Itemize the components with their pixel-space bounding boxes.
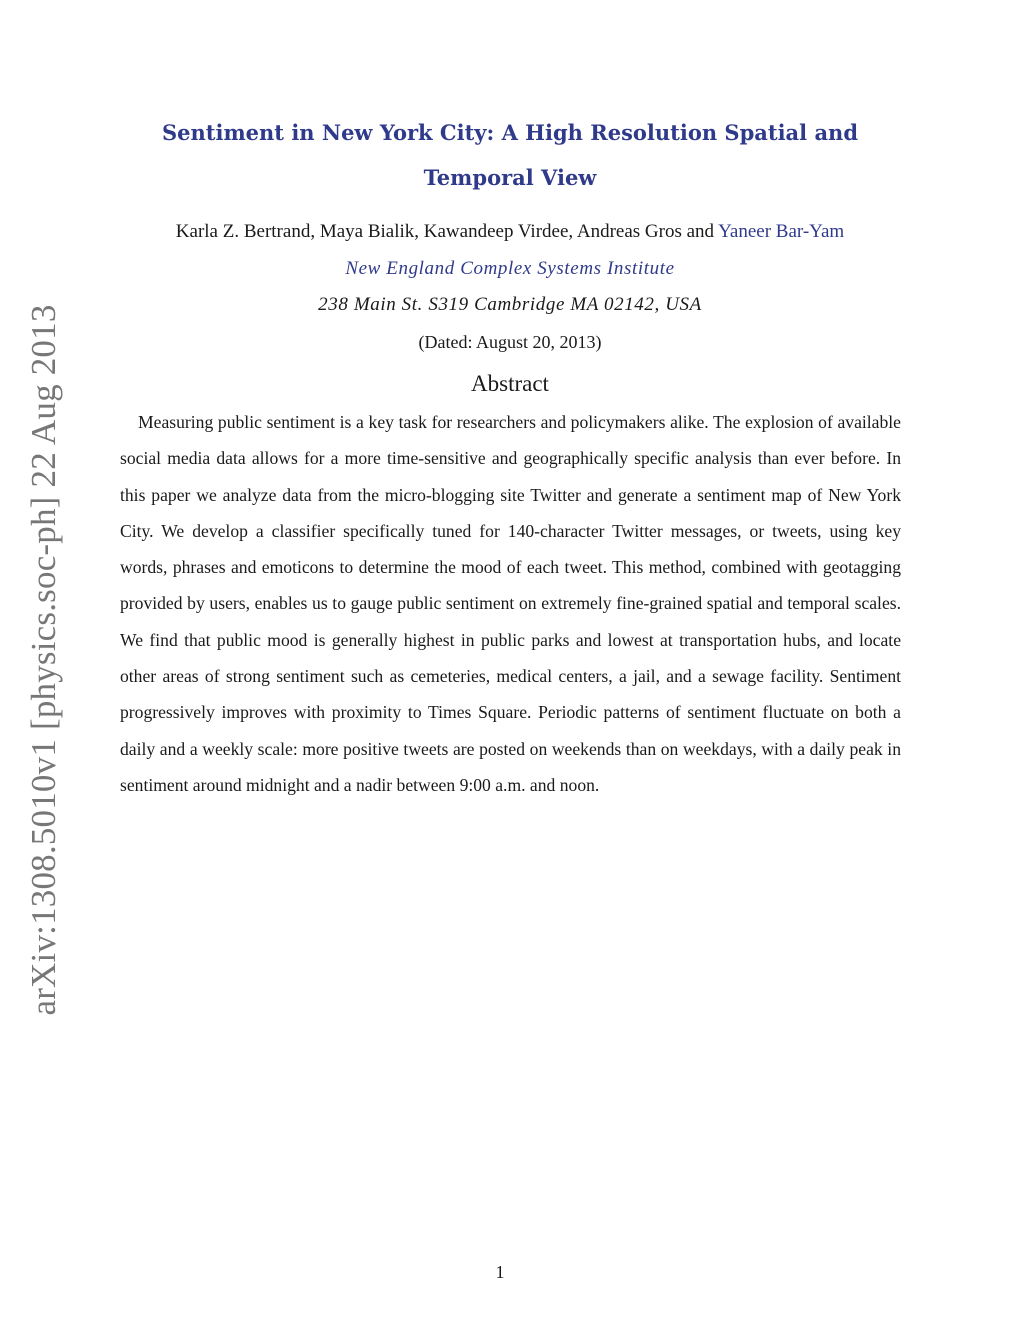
date-line: (Dated: August 20, 2013): [418, 332, 602, 352]
paper-title: Sentiment in New York City: A High Resolution Spatial and Temporal View: [161, 120, 858, 190]
page-number: 1: [495, 1262, 505, 1282]
affiliation-link[interactable]: New England Complex Systems Institute: [345, 258, 675, 279]
abstract-body: Measuring public sentiment is a key task for researchers and policymakers alike. The explosion of available social media data allows for a more time-sensitive and geographically specific analysis than ever before. In this paper we analyze data from the micro-blogging site Twitter and generate a sentiment map of New York City. We develop a classifier specifically tuned for 140-character Twitter messages, or tweets, using key words, phrases and emoticons to determine the mood of each tweet. This method, combined with geotagging provided by users, enables us to gauge public sentiment on extremely fine-grained spatial and temporal scales. We find that public mood is generally highest in public parks and lowest at transportation hubs, and locate other areas of strong sentiment such as cemeteries, medical centers, a jail, and a sewage facility. Sentiment progressively improves with proximity to Times Square. Periodic patterns of sentiment fluctuate on both a daily and a weekly scale: more positive tweets are posted on weekends than on weekdays, with a daily peak in sentiment around midnight and a nadir between 9:00 a.m. and noon.: [120, 412, 901, 795]
authors-text: Karla Z. Bertrand, Maya Bialik, Kawandeep Virdee, Andreas Gros and: [175, 221, 719, 242]
abstract-heading: Abstract: [471, 371, 549, 396]
author-link-bar-yam[interactable]: Yaneer Bar-Yam: [718, 221, 845, 242]
author-list: [100, 220, 920, 244]
affiliation-address: 238 Main St. S319 Cambridge MA 02142, USA: [318, 294, 702, 315]
arxiv-identifier-stamp: arXiv:1308.5010v1 [physics.soc-ph] 22 Aug 2013: [24, 304, 63, 1016]
